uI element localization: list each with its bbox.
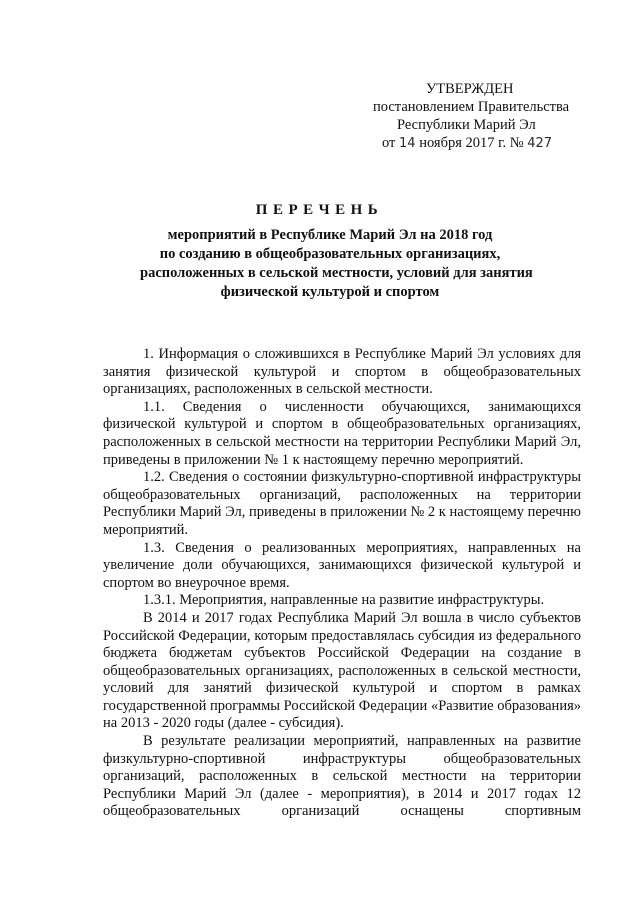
- paragraph-1-3-1: 1.3.1. Мероприятия, направленные на развитие инфраструктуры.: [143, 592, 545, 609]
- approval-heading: УТВЕРЖДЕН: [426, 81, 514, 97]
- approval-date-month-year: ноября 2017 г. №: [419, 135, 524, 151]
- subtitle-line: мероприятий в Республике Марий Эл на 2018 год: [167, 227, 493, 243]
- subtitle-line: расположенных в сельской местности, условий для занятия: [140, 265, 533, 281]
- paragraph-1-2: 1.2. Сведения о состоянии физкультурно-спортивной инфраструктуры общеобразовательных организаций, расположенных на территории Республики Марий Эл, приведены в приложении № 2 к настоящему перечню мероприятий.: [103, 469, 581, 538]
- approval-block: [360, 80, 630, 153]
- approval-date-prefix: от: [382, 135, 396, 151]
- approval-authority: Республики Марий Эл: [397, 117, 536, 133]
- document-body: [103, 346, 581, 821]
- approval-resolution: постановлением Правительства: [373, 99, 570, 115]
- paragraph-1-1: 1.1. Сведения о численности обучающихся, занимающихся физической культурой и спортом в общеобразовательных организациях, расположенных в сельской местности на территории Республики Марий Эл, приведены в приложении № 1 к настоящему перечню мероприятий.: [103, 398, 581, 468]
- paragraph-subsidy: В 2014 и 2017 годах Республика Марий Эл вошла в число субъектов Российской Федерации, которым предоставлялась субсидия из федерального бюджета бюджетам субъектов Российской Федерации на создание в общеобразовательных организациях, расположенных в сельской местности, условий для занятий физической культурой и спортом в рамках государственной программы Российской Федерации «Развитие образования» на 2013 - 2020 годы (далее - субсидия).: [103, 609, 581, 732]
- document-title: ПЕРЕЧЕНЬ: [255, 202, 384, 218]
- subtitle-line: по созданию в общеобразовательных организациях,: [159, 246, 501, 262]
- approval-number: 427: [527, 136, 553, 151]
- paragraph-1: 1. Информация о сложившихся в Республике Марий Эл условиях для занятия физической культурой и спортом в общеобразовательных организациях, расположенных в сельской местности.: [103, 346, 581, 398]
- paragraph-results: В результате реализации мероприятий, направленных на развитие физкультурно-спортивной инфраструктуры общеобразовательных организаций, расположенных в сельской местности на территории Республики Марий Эл (далее - мероприятия), в 2014 и 2017 годах 12 общеобразовательных организаций оснащены спортивным: [103, 733, 581, 820]
- approval-date-day: 14: [399, 136, 416, 151]
- subtitle-line: физической культурой и спортом: [220, 284, 440, 300]
- document-subtitle: [140, 226, 533, 302]
- paragraph-1-3: 1.3. Сведения о реализованных мероприятиях, направленных на увеличение доли обучающихся, занимающихся физической культурой и спортом во внеурочное время.: [103, 539, 581, 591]
- approval-date-line: [360, 134, 630, 153]
